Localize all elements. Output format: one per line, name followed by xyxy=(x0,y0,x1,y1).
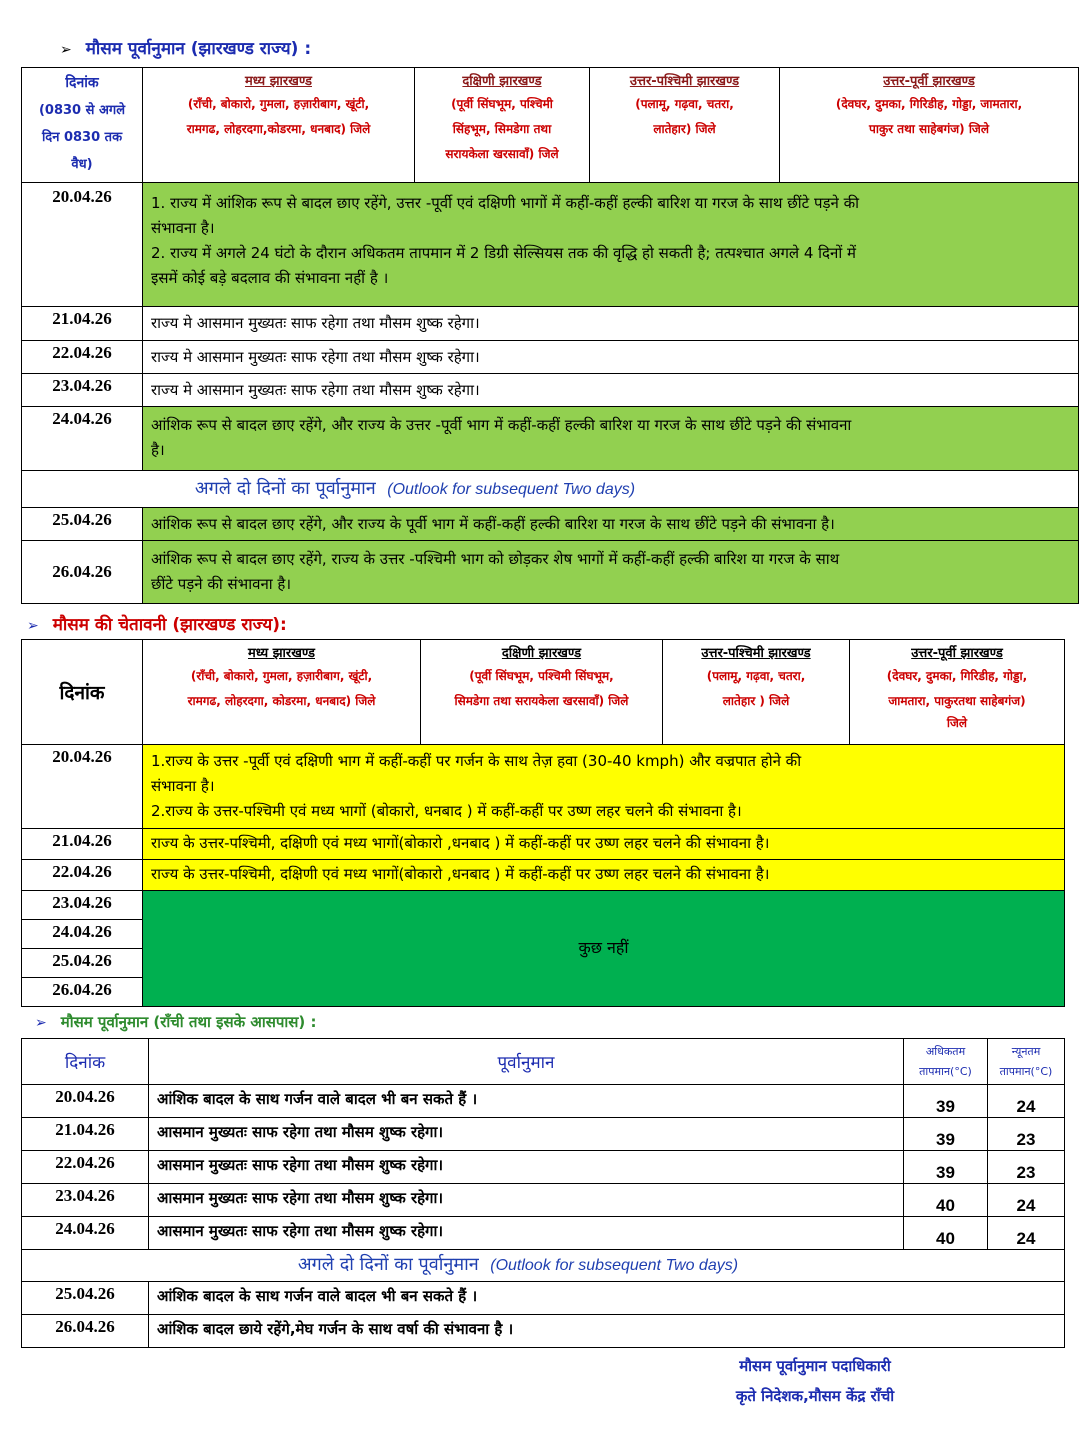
min-temp-cell: 24 xyxy=(988,1184,1065,1217)
date-header-cell: दिनांक xyxy=(22,640,143,745)
forecast-cell: राज्य मे आसमान मुख्यतः साफ रहेगा तथा मौसम शुष्क रहेगा। xyxy=(143,341,1079,374)
forecast-header-cell: पूर्वानुमान xyxy=(149,1039,904,1085)
forecast-cell: आंशिक बादल के साथ गर्जन वाले बादल भी बन सकते हैं । xyxy=(149,1085,904,1118)
table-row xyxy=(22,1118,1065,1151)
date-cell: 24.04.26 xyxy=(22,920,143,949)
date-cell: 20.04.26 xyxy=(22,745,143,829)
date-cell: 25.04.26 xyxy=(22,1282,149,1315)
table-row xyxy=(22,1085,1065,1118)
date-cell: 26.04.26 xyxy=(22,1315,149,1348)
signature-office: कृते निदेशक,मौसम केंद्र राँची xyxy=(735,1387,895,1405)
forecast-cell: आसमान मुख्यतः साफ रहेगा तथा मौसम शुष्क रहेगा। xyxy=(149,1118,904,1151)
forecast-cell: आंशिक बादल छाये रहेंगे,मेघ गर्जन के साथ वर्षा की संभावना है । xyxy=(149,1315,1065,1348)
date-header-cell: दिनांक (0830 से अगले दिन 0830 तक वैध) xyxy=(22,68,143,183)
table-row xyxy=(22,1315,1065,1348)
warning-cell: 1.राज्य के उत्तर -पूर्वी एवं दक्षिणी भाग में कहीं-कहीं पर गर्जन के साथ तेज़ हवा (30-40 kmph) और वज्रपात होने की संभावना है। 2.राज्य के उत्तर-पश्चिमी एवं मध्य भागों (बोकारो, धनबाद ) में कहीं-कहीं पर उष्ण लहर चलने की संभावना है। xyxy=(143,745,1065,829)
region-header-northwest: उत्तर-पश्चिमी झारखण्ड (पलामू, गढ़वा, चतरा, लातेहार) जिले xyxy=(590,68,780,183)
max-temp-cell: 40 xyxy=(904,1184,988,1217)
outlook-row xyxy=(22,471,1079,508)
region-header-central: मध्य झारखण्ड (राँची, बोकारो, गुमला, हज़ारीबाग, खूंटी, रामगढ, लोहरदगा, कोडरमा, धनबाद) जिले xyxy=(143,640,421,745)
arrow-bullet-icon: ➢ xyxy=(35,1015,47,1031)
outlook-row xyxy=(22,1250,1065,1282)
forecast-cell: राज्य मे आसमान मुख्यतः साफ रहेगा तथा मौसम शुष्क रहेगा। xyxy=(143,307,1079,341)
date-cell: 24.04.26 xyxy=(22,1217,149,1250)
min-temp-cell: 24 xyxy=(988,1217,1065,1250)
forecast-cell: आसमान मुख्यतः साफ रहेगा तथा मौसम शुष्क रहेगा। xyxy=(149,1217,904,1250)
arrow-bullet-icon: ➢ xyxy=(27,618,39,634)
table-row xyxy=(22,891,1065,920)
warning-cell: राज्य के उत्तर-पश्चिमी, दक्षिणी एवं मध्य भागों(बोकारो ,धनबाद ) में कहीं-कहीं पर उष्ण लहर चलने की संभावना है। xyxy=(143,829,1065,860)
max-temp-header-cell: अधिकतम तापमान(°C) xyxy=(904,1039,988,1085)
warning-table xyxy=(21,639,1065,1007)
date-cell: 26.04.26 xyxy=(22,541,143,604)
min-temp-cell: 24 xyxy=(988,1085,1065,1118)
region-header-northwest: उत्तर-पश्चिमी झारखण्ड (पलामू, गढ़वा, चतरा, लातेहार ) जिले xyxy=(663,640,850,745)
outlook-heading: अगले दो दिनों का पूर्वानुमान (Outlook for subsequent Two days) xyxy=(22,471,1079,508)
forecast-cell: आसमान मुख्यतः साफ रहेगा तथा मौसम शुष्क रहेगा। xyxy=(149,1151,904,1184)
max-temp-cell: 40 xyxy=(904,1217,988,1250)
forecast-cell: आसमान मुख्यतः साफ रहेगा तथा मौसम शुष्क रहेगा। xyxy=(149,1184,904,1217)
date-cell: 23.04.26 xyxy=(22,374,143,407)
table-row xyxy=(22,407,1079,471)
section-title-state-forecast: ➢ मौसम पूर्वानुमान (झारखण्ड राज्य) : xyxy=(60,39,312,59)
section-title-warning: ➢ मौसम की चेतावनी (झारखण्ड राज्य): xyxy=(27,615,287,635)
date-cell: 22.04.26 xyxy=(22,1151,149,1184)
table-row xyxy=(22,745,1065,829)
nil-warning-cell: कुछ नहीं xyxy=(143,891,1065,1007)
max-temp-cell: 39 xyxy=(904,1118,988,1151)
max-temp-cell: 39 xyxy=(904,1085,988,1118)
date-cell: 26.04.26 xyxy=(22,978,143,1007)
section-title-ranchi-forecast: ➢ मौसम पूर्वानुमान (राँची तथा इसके आसपास) : xyxy=(35,1013,317,1031)
date-cell: 24.04.26 xyxy=(22,407,143,471)
date-cell: 20.04.26 xyxy=(22,183,143,307)
table-row xyxy=(22,1217,1065,1250)
warning-cell: राज्य के उत्तर-पश्चिमी, दक्षिणी एवं मध्य भागों(बोकारो ,धनबाद ) में कहीं-कहीं पर उष्ण लहर चलने की संभावना है। xyxy=(143,860,1065,891)
min-temp-cell: 23 xyxy=(988,1118,1065,1151)
table-row xyxy=(22,541,1079,604)
forecast-cell: आंशिक रूप से बादल छाए रहेंगे, और राज्य के पूर्वी भाग में कहीं-कहीं हल्की बारिश या गरज के साथ छींटे पड़ने की संभावना है। xyxy=(143,508,1079,541)
table-row xyxy=(22,829,1065,860)
date-cell: 21.04.26 xyxy=(22,1118,149,1151)
ranchi-forecast-table xyxy=(21,1038,1065,1348)
table-row xyxy=(22,341,1079,374)
min-temp-cell: 23 xyxy=(988,1151,1065,1184)
region-header-northeast: उत्तर-पूर्वी झारखण्ड (देवघर, दुमका, गिरिडीह, गोड्डा, जामतारा, पाकुर तथा साहेबगंज) जिले xyxy=(780,68,1079,183)
date-cell: 21.04.26 xyxy=(22,829,143,860)
table-row xyxy=(22,508,1079,541)
date-cell: 25.04.26 xyxy=(22,949,143,978)
region-header-south: दक्षिणी झारखण्ड (पूर्वी सिंघभूम, पश्चिमी सिंहभूम, सिमडेगा तथा सरायकेला खरसावाँ) जिले xyxy=(415,68,590,183)
date-cell: 21.04.26 xyxy=(22,307,143,341)
date-header-cell: दिनांक xyxy=(22,1039,149,1085)
table-row xyxy=(22,1282,1065,1315)
signature-block xyxy=(690,1351,940,1411)
table-row xyxy=(22,860,1065,891)
signature-designation: मौसम पूर्वानुमान पदाधिकारी xyxy=(739,1357,891,1375)
table-header-row xyxy=(22,640,1065,745)
forecast-cell: आंशिक बादल के साथ गर्जन वाले बादल भी बन सकते हैं । xyxy=(149,1282,1065,1315)
forecast-cell: 1. राज्य में आंशिक रूप से बादल छाए रहेंगे, उत्तर -पूर्वी एवं दक्षिणी भागों में कहीं-कहीं हल्की बारिश या गरज के साथ छींटे पड़ने की संभावना है। 2. राज्य में अगले 24 घंटो के दौरान अधिकतम तापमान में 2 डिग्री सेल्सियस तक की वृद्धि हो सकती है; तत्पश्चात अगले 4 दिनों में इसमें कोई बड़े बदलाव की संभावना नहीं है । xyxy=(143,183,1079,307)
region-header-northeast: उत्तर-पूर्वी झारखण्ड (देवघर, दुमका, गिरिडीह, गोड्डा, जामतारा, पाकुरतथा साहेबगंज) जिले xyxy=(850,640,1065,745)
table-row xyxy=(22,183,1079,307)
date-cell: 23.04.26 xyxy=(22,1184,149,1217)
table-row xyxy=(22,374,1079,407)
table-header-row xyxy=(22,68,1079,183)
date-cell: 23.04.26 xyxy=(22,891,143,920)
forecast-cell: राज्य मे आसमान मुख्यतः साफ रहेगा तथा मौसम शुष्क रहेगा। xyxy=(143,374,1079,407)
forecast-cell: आंशिक रूप से बादल छाए रहेंगे, राज्य के उत्तर -पश्चिमी भाग को छोड़कर शेष भागों में कहीं-कहीं हल्की बारिश या गरज के साथ छींटे पड़ने की संभावना है। xyxy=(143,541,1079,604)
date-cell: 22.04.26 xyxy=(22,860,143,891)
max-temp-cell: 39 xyxy=(904,1151,988,1184)
outlook-heading: अगले दो दिनों का पूर्वानुमान (Outlook for subsequent Two days) xyxy=(22,1250,1065,1282)
table-row xyxy=(22,1151,1065,1184)
date-cell: 22.04.26 xyxy=(22,341,143,374)
table-row xyxy=(22,307,1079,341)
region-header-south: दक्षिणी झारखण्ड (पूर्वी सिंघभूम, पश्चिमी सिंघभूम, सिमडेगा तथा सरायकेला खरसावाँ) जिले xyxy=(421,640,663,745)
table-row xyxy=(22,1184,1065,1217)
forecast-cell: आंशिक रूप से बादल छाए रहेंगे, और राज्य के उत्तर -पूर्वी भाग में कहीं-कहीं हल्की बारिश या गरज के साथ छींटे पड़ने की संभावना है। xyxy=(143,407,1079,471)
arrow-bullet-icon: ➢ xyxy=(60,42,72,58)
date-cell: 20.04.26 xyxy=(22,1085,149,1118)
region-header-central: मध्य झारखण्ड (राँची, बोकारो, गुमला, हज़ारीबाग, खूंटी, रामगढ, लोहरदगा,कोडरमा, धनबाद) जिले xyxy=(143,68,415,183)
date-cell: 25.04.26 xyxy=(22,508,143,541)
state-forecast-table xyxy=(21,67,1079,604)
min-temp-header-cell: न्यूनतम तापमान(°C) xyxy=(988,1039,1065,1085)
table-header-row xyxy=(22,1039,1065,1085)
